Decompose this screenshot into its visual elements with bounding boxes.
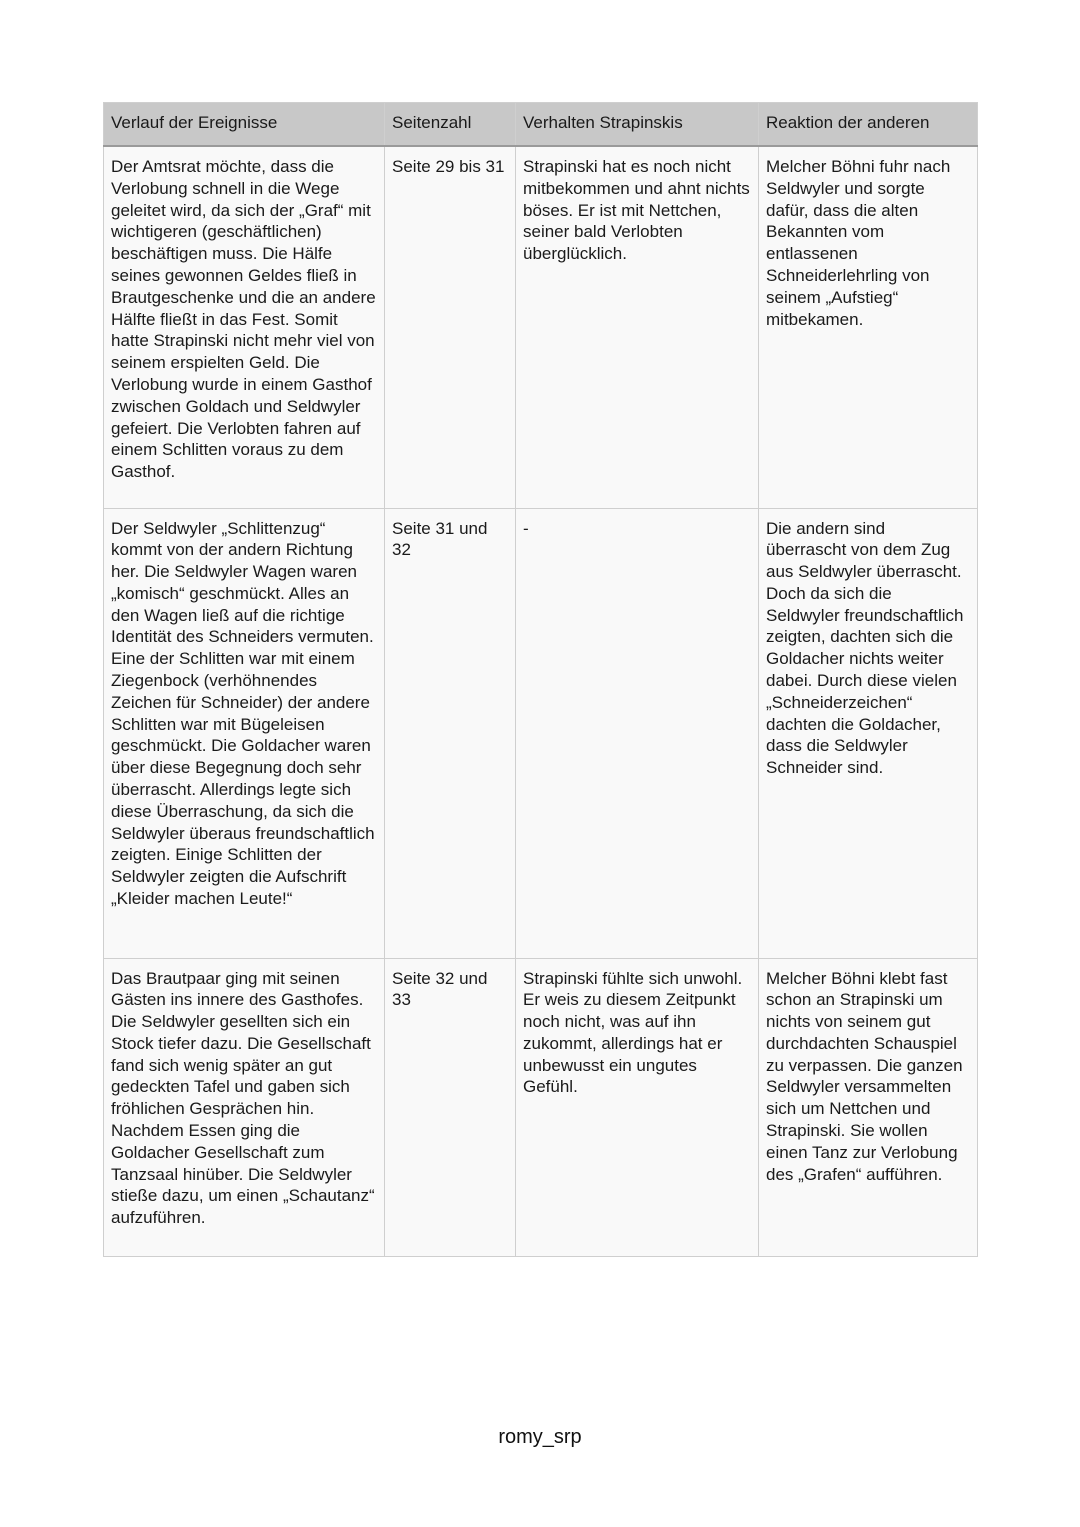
events-table (103, 102, 978, 1257)
header-seitenzahl: Seitenzahl (385, 103, 516, 147)
cell-seitenzahl: Seite 29 bis 31 (385, 146, 516, 508)
table-row (104, 508, 978, 958)
author-footer: romy_srp (498, 1426, 582, 1448)
header-verlauf: Verlauf der Ereignisse (104, 103, 385, 147)
cell-verhalten: Strapinski fühlte sich unwohl. Er weis zu diesem Zeitpunkt noch nicht, was auf ihn zukommt, allerdings hat er unbewusst ein ungutes Gefühl. (516, 958, 759, 1256)
cell-verlauf: Der Seldwyler „Schlittenzug“ kommt von der andern Richtung her. Die Seldwyler Wagen waren „komisch“ geschmückt. Alles an den Wagen ließ auf die richtige Identität des Schneiders vermuten. Eine der Schlitten war mit einem Ziegenbock (verhöhnendes Zeichen für Schneider) der andere Schlitten war mit Bügeleisen geschmückt. Die Goldacher waren über diese Begegnung doch sehr überrascht. Allerdings legte sich diese Überraschung, da sich die Seldwyler überaus freundschaftlich zeigten. Einige Schlitten der Seldwyler zeigten die Aufschrift „Kleider machen Leute!“ (104, 508, 385, 958)
cell-verlauf: Das Brautpaar ging mit seinen Gästen ins innere des Gasthofes. Die Seldwyler gesellten sich ein Stock tiefer dazu. Die Gesellschaft fand sich wenig später an gut gedeckten Tafel und gaben sich fröhlichen Gesprächen hin. Nachdem Essen ging die Goldacher Gesellschaft zum Tanzsaal hinüber. Die Seldwyler stieße dazu, um einen „Schautanz“ aufzuführen. (104, 958, 385, 1256)
cell-reaktion: Die andern sind überrascht von dem Zug aus Seldwyler überrascht. Doch da sich die Seldwyler freundschaftlich zeigten, dachten sich die Goldacher nichts weiter dabei. Durch diese vielen „Schneiderzeichen“ dachten die Goldacher, dass die Seldwyler Schneider sind. (759, 508, 978, 958)
header-reaktion: Reaktion der anderen (759, 103, 978, 147)
header-verhalten: Verhalten Strapinskis (516, 103, 759, 147)
cell-verlauf: Der Amtsrat möchte, dass die Verlobung schnell in die Wege geleitet wird, da sich der „Graf“ mit wichtigeren (geschäftlichen) beschäftigen muss. Die Hälfe seines gewonnen Geldes fließ in Brautgeschenke und die an andere Hälfte fließt in das Fest. Somit hatte Strapinski nicht mehr viel von seinem erspielten Geld. Die Verlobung wurde in einem Gasthof zwischen Goldach und Seldwyler gefeiert. Die Verlobten fahren auf einem Schlitten voraus zu dem Gasthof. (104, 146, 385, 508)
cell-seitenzahl: Seite 31 und 32 (385, 508, 516, 958)
cell-verhalten: Strapinski hat es noch nicht mitbekommen und ahnt nichts böses. Er ist mit Nettchen, seiner bald Verlobten überglücklich. (516, 146, 759, 508)
cell-seitenzahl: Seite 32 und 33 (385, 958, 516, 1256)
table-header-row (104, 103, 978, 147)
cell-verhalten: - (516, 508, 759, 958)
cell-reaktion: Melcher Böhni fuhr nach Seldwyler und sorgte dafür, dass die alten Bekannten vom entlassenen Schneiderlehrling von seinem „Aufstieg“ mitbekamen. (759, 146, 978, 508)
cell-reaktion: Melcher Böhni klebt fast schon an Strapinski um nichts von seinem gut durchdachten Schauspiel zu verpassen. Die ganzen Seldwyler versammelten sich um Nettchen und Strapinski. Sie wollen einen Tanz zur Verlobung des „Grafen“ aufführen. (759, 958, 978, 1256)
table-row (104, 146, 978, 508)
table-row (104, 958, 978, 1256)
